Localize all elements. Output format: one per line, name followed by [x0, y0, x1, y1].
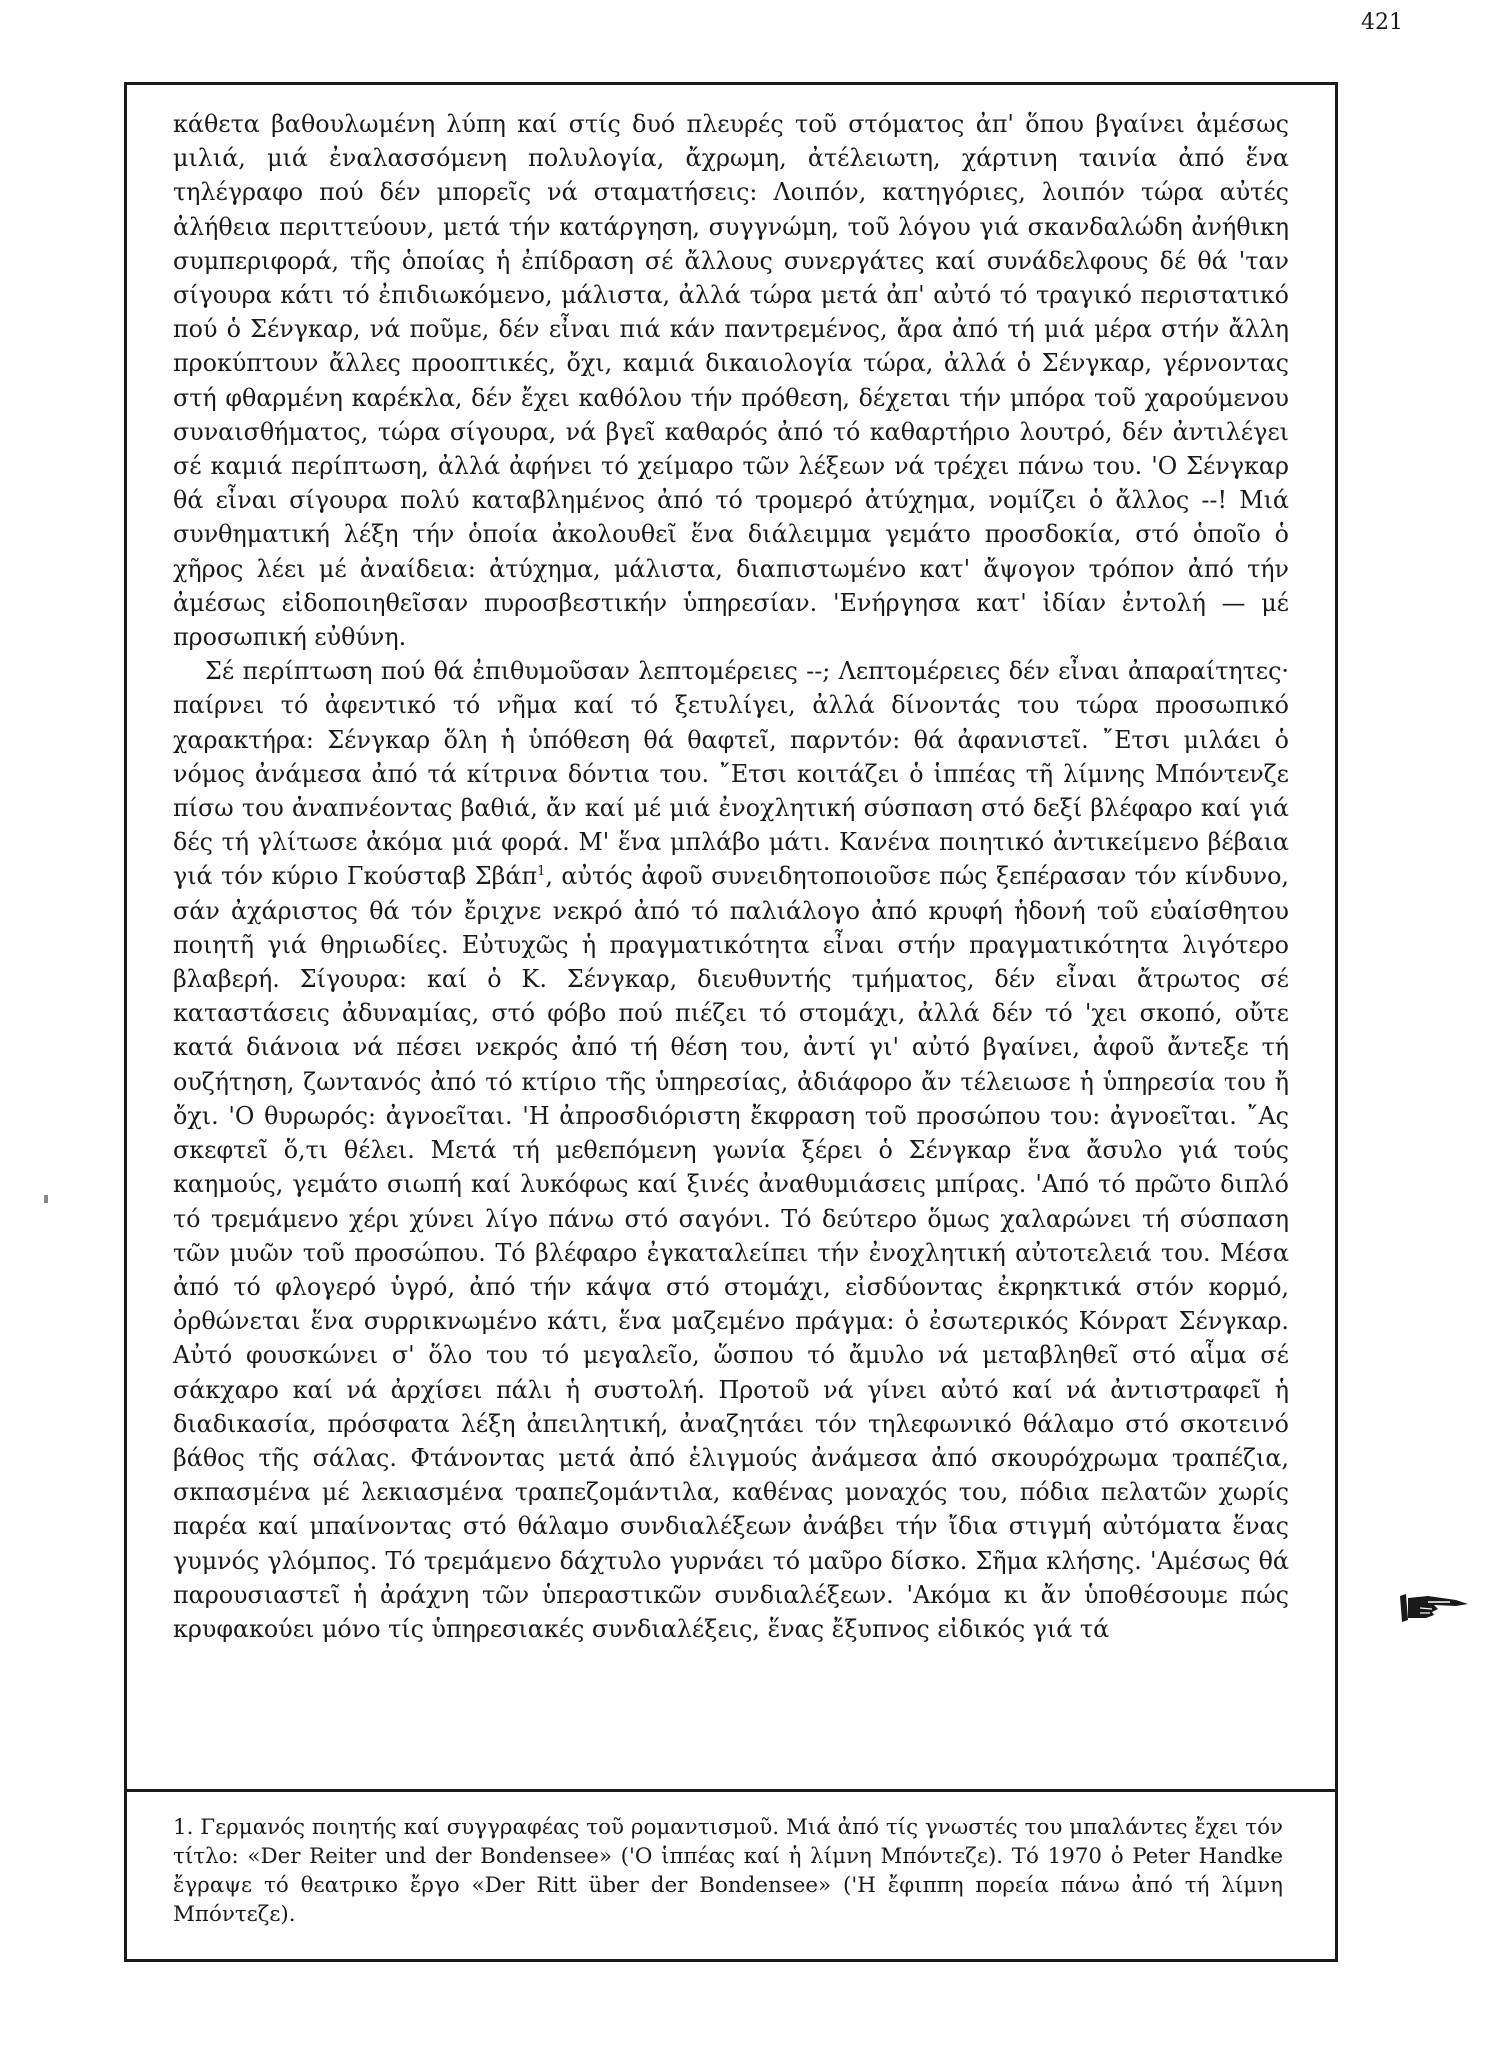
paragraph-1: κάθετα βαθουλωμένη λύπη καί στίς δυό πλευρές τοῦ στόματος ἀπ' ὅπου βγαίνει ἀμέσως μιλιά, μιά ἐναλασσόμενη πολυλογία, ἄχρωμη, ἀτέλειωτη, χάρτινη ταινία ἀπό ἕνα τηλέγραφο πού δέν μπορεῖς νά σταματήσεις: Λοιπόν, κατηγόριες, λοιπόν τώρα αὐτές ἀλήθεια περιττεύουν, μετά τήν κατάργηση, συγγνώμη, τοῦ λόγου γιά σκανδαλώδη ἀνήθικη συμπεριφορά, τῆς ὁποίας ἡ ἐπίδραση σέ ἄλλους συνεργάτες καί συνάδελφους δέ θά 'ταν σίγουρα κάτι τό ἐπιδιωκόμενο, μάλιστα, ἀλλά τώρα μετά ἀπ' αὐτό τό τραγικό περιστατικό πού ὁ Σένγκαρ, νά ποῦμε, δέν εἶναι πιά κάν παντρεμένος, ἄρα ἀπό τή μιά μέρα στήν ἄλλη προκύπτουν ἄλλες προοπτικές, ὄχι, καμιά δικαιολογία τώρα, ἀλλά ὁ Σένγκαρ, γέρνοντας στή φθαρμένη καρέκλα, δέν ἔχει καθόλου τήν πρόθεση, δέχεται τήν μπόρα τοῦ χαρούμενου συναισθήματος, τώρα σίγουρα, νά βγεῖ καθαρός ἀπό τό καθαρτήριο λουτρό, δέν ἀντιλέγει σέ καμιά περίπτωση, ἀλλά ἀφήνει τό χείμαρο τῶν λέξεων νά τρέχει πάνω του. 'Ο Σένγκαρ θά εἶναι σίγουρα πολύ καταβλημένος ἀπό τό τρομερό ἀτύχημα, νομίζει ὁ ἄλλος --! Μιά συνθηματική λέξη τήν ὁποία ἀκολουθεῖ ἕνα διάλειμμα γεμάτο προσδοκία, στό ὁποῖο ὁ χῆρος λέει μέ ἀναίδεια: ἀτύχημα, μάλιστα, διαπιστωμένο κατ' ἄψογον τρόπον ἀπό τήν ἀμέσως εἰδοποιηθεῖσαν πυροσβεστικήν ὑπηρεσίαν. 'Ενήργησα κατ' ἰδίαν ἐντολή — μέ προσωπική εὐθύνη. [173, 110, 1289, 652]
main-text [173, 107, 1289, 1646]
text-frame [124, 82, 1338, 1962]
footnote [173, 1813, 1283, 1929]
footnote-reference: 1 [537, 864, 546, 880]
paragraph-2-part-1: Σέ περίπτωση πού θά ἐπιθυμοῦσαν λεπτομέρειες --; Λεπτομέρειες δέν εἶναι ἀπαραίτητες· παίρνει τό ἀφεντικό τό νῆμα καί τό ξετυλίγει, ἀλλά δίνοντάς του τώρα προσωπικό χαρακτήρα: Σένγκαρ ὅλη ἡ ὑπόθεση θά θαφτεῖ, παρντόν: θά ἀφανιστεῖ. ῎Ετσι μιλάει ὁ νόμος ἀνάμεσα ἀπό τά κίτρινα δόντια του. ῎Ετσι κοιτάζει ὁ ἱππέας τῆ λίμνης Μπόντενζε πίσω του ἀναπνέοντας βαθιά, ἄν καί μέ μιά ἐνοχλητική σύσπαση στό δεξί βλέφαρο καί γιά δές τή γλίτωσε ἀκόμα μιά φορά. Μ' ἕνα μπλάβο μάτι. Κανένα ποιητικό ἀντικείμενο βέβαια γιά τόν κύριο Γκούσταβ Σβάπ [173, 657, 1289, 891]
footnote-text: 1. Γερμανός ποιητής καί συγγραφέας τοῦ ρομαντισμοῦ. Μιά ἀπό τίς γνωστές του μπαλάντες ἔχει τόν τίτλο: «Der Reiter und der Bondensee» ('Ο ἱππέας καί ἡ λίμνη Μπόντεζε). Τό 1970 ὁ Peter Handke ἔγραψε τό θεατρικο ἔργο «Der Ritt über der Bondensee» ('Η ἔφιππη πορεία πάνω ἀπό τή λίμνη Μπόντεζε). [173, 1815, 1283, 1927]
paragraph-2-part-2: , αὐτός ἀφοῦ συνειδητοποιοῦσε πώς ξεπέρασαν τόν κίνδυνο, σάν ἀχάριστος θά τόν ἔριχνε νεκρό ἀπό τό παλιάλογο ἀπό κρυφή ἡδονή τοῦ εὐαίσθητου ποιητῆ γιά θηριωδίες. Εὐτυχῶς ἡ πραγματικότητα εἶναι στήν πραγματικότητα λιγότερο βλαβερή. Σίγουρα: καί ὁ Κ. Σένγκαρ, διευθυντής τμήματος, δέν εἶναι ἄτρωτος σέ καταστάσεις ἀδυναμίας, στό φόβο πού πιέζει τό στομάχι, ἀλλά δέν τό 'χει σκοπό, οὔτε κατά διάνοια νά πέσει νεκρός ἀπό τή θέση του, ἀντί γι' αὐτό βγαίνει, ἀφοῦ ἄντεξε τή ουζήτηση, ζωντανός ἀπό τό κτίριο τῆς ὑπηρεσίας, ἀδιάφορο ἄν τέλειωσε ἡ ὑπηρεσία του ἤ ὄχι. 'Ο θυρωρός: ἀγνοεῖται. 'Η ἀπροσδιόριστη ἔκφραση τοῦ προσώπου του: ἀγνοεῖται. ῎Ας σκεφτεῖ ὅ,τι θέλει. Μετά τή μεθεπόμενη γωνία ξέρει ὁ Σένγκαρ ἕνα ἄσυλο γιά τούς καημούς, γεμάτο σιωπή καί λυκόφως καί ξινές ἀναθυμιάσεις μπίρας. 'Από τό πρῶτο διπλό τό τρεμάμενο χέρι χύνει λίγο πάνω στό σαγόνι. Τό δεύτερο ὅμως χαλαρώνει τή σύσπαση τῶν μυῶν τοῦ προσώπου. Τό βλέφαρο ἐγκαταλείπει τήν ἐνοχλητική αὐτοτελειά του. Μέσα ἀπό τό φλογερό ὑγρό, ἀπό τήν κάψα στό στομάχι, εἰσδύοντας ἐκρηκτικά στόν κορμό, ὀρθώνεται ἕνα συρρικνωμένο κάτι, ἕνα μαζεμένο πράγμα: ὁ ἐσωτερικός Κόνρατ Σένγκαρ. Αὐτό φουσκώνει σ' ὅλο του τό μεγαλεῖο, ὥσπου τό ἄμυλο νά μεταβληθεῖ στό αἷμα σέ σάκχαρο καί νά ἀρχίσει πάλι ἡ συστολή. Προτοῦ νά γίνει αὐτό καί νά ἀντιστραφεῖ ἡ διαδικασία, πρόσφατα λέξη ἀπειλητική, ἀναζητάει τόν τηλεφωνικό θάλαμο στό σκοτεινό βάθος τῆς σάλας. Φτάνοντας μετά ἀπό ἑλιγμούς ἀνάμεσα ἀπό σκουρόχρωμα τραπέζια, σκπασμένα μέ λεκιασμένα τραπεζομάντιλα, καθένας μοναχός του, πόδια πελατῶν χωρίς παρέα καί μπαίνοντας στό θάλαμο συνδιαλέξεων ἀνάβει τήν ἴδια στιγμή αὐτόματα ἕνας γυμνός γλόμπος. Τό τρεμάμενο δάχτυλο γυρνάει τό μαῦρο δίσκο. Σῆμα κλήσης. 'Αμέσως θά παρουσιαστεῖ ἡ ἀράχνη τῶν ὑπεραστικῶν συνδιαλέξεων. 'Ακόμα κι ἄν ὑποθέσουμε πώς κρυφακούει μόνο τίς ὑπηρεσιακές συνδιαλέξεις, ἕνας ἔξυπνος εἰδικός γιά τά [173, 862, 1289, 1643]
margin-mark [44, 1195, 48, 1203]
paragraph-2 [173, 654, 1289, 1646]
page-number: 421 [1361, 10, 1403, 35]
footnote-divider [127, 1789, 1335, 1792]
pointing-hand-icon [1398, 1590, 1470, 1624]
